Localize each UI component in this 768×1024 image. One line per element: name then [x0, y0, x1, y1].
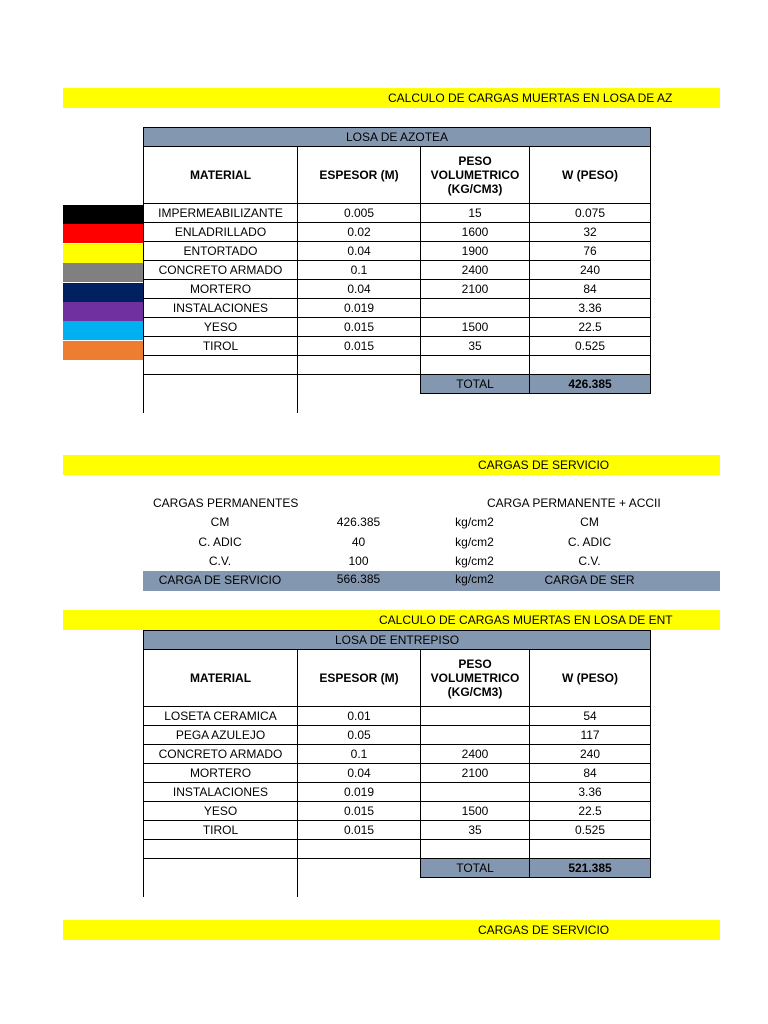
table-row [144, 318, 651, 337]
material-cell: MORTERO [144, 280, 298, 299]
espesor-header: ESPESOR (M) [298, 147, 421, 204]
servicio-value: 100 [348, 554, 369, 568]
empty-cell [298, 394, 421, 413]
w-cell: 240 [530, 261, 651, 280]
empty-cell [530, 394, 651, 413]
servicio-unit: kg/cm2 [455, 534, 494, 549]
material-cell: YESO [144, 802, 298, 821]
w-cell: 0.525 [530, 821, 651, 840]
material-cell: YESO [144, 318, 298, 337]
servicio-total-label: CARGA DE SERVICIO [158, 573, 282, 587]
espesor-cell: 0.015 [298, 821, 421, 840]
servicio-band-2 [63, 920, 720, 940]
servicio-value: 40 [351, 534, 366, 549]
peso-cell: 15 [421, 204, 530, 223]
empty-cell [530, 878, 651, 897]
peso-header-line2: VOLUMETRICO [430, 168, 520, 182]
w-cell: 0.075 [530, 204, 651, 223]
w-cell: 22.5 [530, 802, 651, 821]
material-color-swatch [63, 321, 143, 340]
material-cell: IMPERMEABILIZANTE [144, 204, 298, 223]
peso-cell: 2100 [421, 280, 530, 299]
espesor-header: ESPESOR (M) [298, 650, 421, 707]
servicio-band-2-text: CARGAS DE SERVICIO [478, 923, 610, 937]
material-color-swatch [63, 263, 143, 282]
empty-cell [144, 375, 298, 394]
empty-cell [298, 878, 421, 897]
peso-cell [421, 783, 530, 802]
peso-cell: 1900 [421, 242, 530, 261]
peso-header-line3: (KG/CM3) [447, 182, 503, 196]
table-row [144, 745, 651, 764]
material-cell: LOSETA CERAMICA [144, 707, 298, 726]
entrepiso-title-band [63, 610, 720, 630]
azotea-total-label: TOTAL [421, 375, 530, 394]
servicio-label: C. ADIC [198, 534, 242, 549]
azotea-total-value: 426.385 [530, 375, 651, 394]
espesor-cell: 0.04 [298, 764, 421, 783]
empty-cell [421, 356, 530, 375]
servicio-value: 426.385 [336, 515, 381, 529]
empty-cell [298, 375, 421, 394]
table-row [144, 261, 651, 280]
empty-cell [421, 878, 530, 897]
table-row [144, 821, 651, 840]
w-cell: 76 [530, 242, 651, 261]
peso-cell [421, 726, 530, 745]
servicio-band [63, 455, 720, 475]
w-cell: 32 [530, 223, 651, 242]
material-cell: CONCRETO ARMADO [144, 745, 298, 764]
table-row [144, 223, 651, 242]
empty-cell [421, 840, 530, 859]
espesor-cell: 0.015 [298, 337, 421, 356]
w-cell: 22.5 [530, 318, 651, 337]
peso-cell: 35 [421, 337, 530, 356]
espesor-cell: 0.019 [298, 299, 421, 318]
table-row [144, 764, 651, 783]
material-header: MATERIAL [144, 650, 298, 707]
peso-header-line2: VOLUMETRICO [430, 671, 520, 685]
empty-cell [530, 356, 651, 375]
espesor-cell: 0.015 [298, 802, 421, 821]
w-cell: 3.36 [530, 299, 651, 318]
entrepiso-total-value: 521.385 [530, 859, 651, 878]
material-color-swatch [63, 283, 143, 302]
servicio-label: CM [210, 515, 230, 529]
w-header: W (PESO) [530, 147, 651, 204]
material-cell: PEGA AZULEJO [144, 726, 298, 745]
material-color-swatch [63, 341, 143, 360]
servicio-total-value: 566.385 [336, 572, 381, 586]
carga-permanente-accidental-heading: CARGA PERMANENTE + ACCII [487, 496, 661, 510]
azotea-title-text: CALCULO DE CARGAS MUERTAS EN LOSA DE AZ [388, 91, 673, 105]
w-cell: 0.525 [530, 337, 651, 356]
material-cell: INSTALACIONES [144, 783, 298, 802]
espesor-cell: 0.015 [298, 318, 421, 337]
entrepiso-title-text: CALCULO DE CARGAS MUERTAS EN LOSA DE ENT [379, 613, 673, 627]
peso-header-line3: (KG/CM3) [447, 685, 503, 699]
peso-header-line1: PESO [458, 657, 492, 671]
peso-cell [421, 299, 530, 318]
azotea-table [143, 127, 651, 413]
w-cell: 84 [530, 280, 651, 299]
table-row [144, 299, 651, 318]
w-cell: 54 [530, 707, 651, 726]
empty-cell [298, 859, 421, 878]
peso-header [421, 147, 530, 204]
material-cell: CONCRETO ARMADO [144, 261, 298, 280]
table-row [144, 726, 651, 745]
empty-cell [144, 859, 298, 878]
table-row [144, 242, 651, 261]
table-row [144, 337, 651, 356]
empty-cell [144, 878, 298, 897]
espesor-cell: 0.04 [298, 242, 421, 261]
material-cell: INSTALACIONES [144, 299, 298, 318]
empty-cell [298, 840, 421, 859]
material-cell: MORTERO [144, 764, 298, 783]
table-row [144, 280, 651, 299]
w-cell: 84 [530, 764, 651, 783]
peso-cell: 2400 [421, 745, 530, 764]
servicio-total-unit: kg/cm2 [455, 572, 494, 586]
w-header: W (PESO) [530, 650, 651, 707]
table-row [144, 707, 651, 726]
material-color-swatch [63, 224, 143, 243]
table-row [144, 204, 651, 223]
entrepiso-table [143, 630, 651, 897]
servicio-unit: kg/cm2 [455, 515, 494, 529]
material-cell: TIROL [144, 821, 298, 840]
espesor-cell: 0.02 [298, 223, 421, 242]
material-cell: ENTORTADO [144, 242, 298, 261]
material-color-swatch [63, 244, 143, 263]
w-cell: 117 [530, 726, 651, 745]
espesor-cell: 0.005 [298, 204, 421, 223]
espesor-cell: 0.1 [298, 261, 421, 280]
peso-cell: 1500 [421, 802, 530, 821]
espesor-cell: 0.019 [298, 783, 421, 802]
azotea-table-title: LOSA DE AZOTEA [144, 128, 651, 147]
peso-cell: 35 [421, 821, 530, 840]
table-row [144, 783, 651, 802]
espesor-cell: 0.1 [298, 745, 421, 764]
material-cell: ENLADRILLADO [144, 223, 298, 242]
material-header: MATERIAL [144, 147, 298, 204]
espesor-cell: 0.04 [298, 280, 421, 299]
empty-cell [298, 356, 421, 375]
entrepiso-total-label: TOTAL [421, 859, 530, 878]
servicio-right-label: CM [580, 515, 599, 529]
w-cell: 240 [530, 745, 651, 764]
material-color-swatch [63, 302, 143, 321]
espesor-cell: 0.01 [298, 707, 421, 726]
servicio-band-text: CARGAS DE SERVICIO [478, 458, 610, 472]
peso-header-line1: PESO [458, 154, 492, 168]
w-cell: 3.36 [530, 783, 651, 802]
servicio-right-label: C. ADIC [567, 534, 612, 549]
empty-cell [144, 394, 298, 413]
peso-cell: 1500 [421, 318, 530, 337]
empty-cell [144, 840, 298, 859]
empty-cell [530, 840, 651, 859]
espesor-cell: 0.05 [298, 726, 421, 745]
peso-cell: 2100 [421, 764, 530, 783]
servicio-right-label: C.V. [578, 554, 601, 568]
servicio-unit: kg/cm2 [455, 554, 494, 568]
servicio-label: C.V. [208, 554, 232, 568]
cargas-permanentes-heading: CARGAS PERMANENTES [153, 496, 299, 510]
servicio-total-right: CARGA DE SER [544, 573, 635, 587]
material-color-swatch [63, 205, 143, 224]
peso-cell: 2400 [421, 261, 530, 280]
entrepiso-table-title: LOSA DE ENTREPISO [144, 631, 651, 650]
table-row [144, 802, 651, 821]
empty-cell [144, 356, 298, 375]
peso-cell: 1600 [421, 223, 530, 242]
azotea-title-band [63, 88, 720, 108]
material-cell: TIROL [144, 337, 298, 356]
peso-cell [421, 707, 530, 726]
empty-cell [421, 394, 530, 413]
peso-header [421, 650, 530, 707]
